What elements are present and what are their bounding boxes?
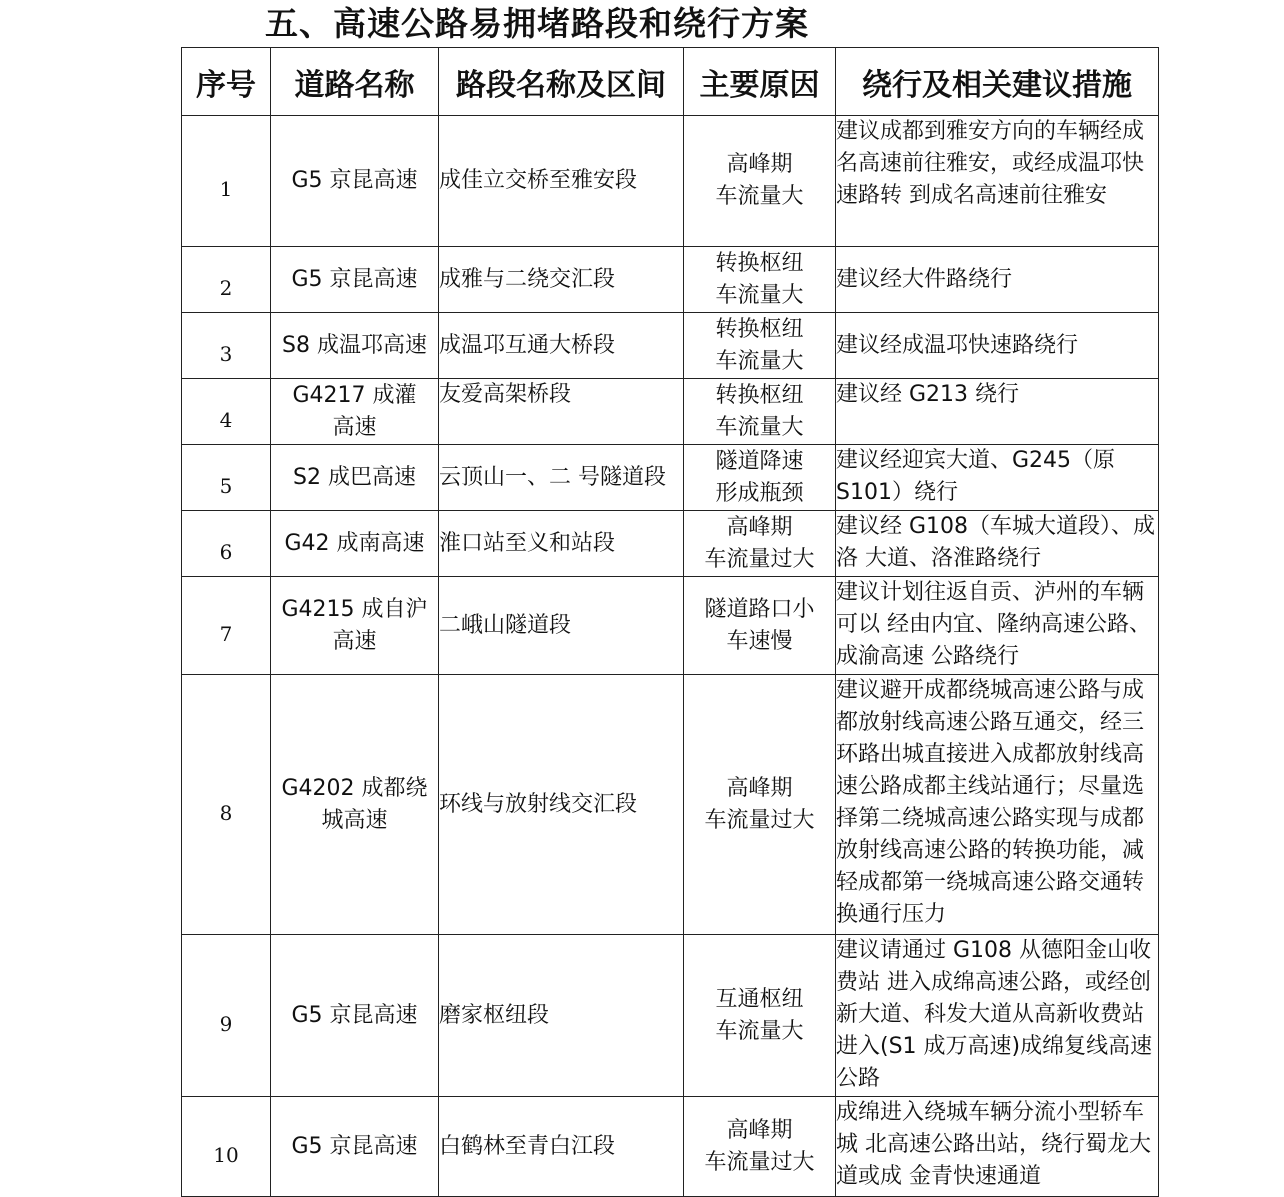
row-road: G4202 成都绕 城高速 (271, 675, 439, 935)
row-section: 白鹤林至青白江段 (439, 1097, 684, 1197)
row-num: 2 (182, 247, 271, 313)
row-advice: 建议经 G213 绕行 (836, 379, 1159, 445)
row-section: 环线与放射线交汇段 (439, 675, 684, 935)
row-advice: 建议计划往返自贡、泸州的车辆可以 经由内宜、隆纳高速公路、成渝高速 公路绕行 (836, 577, 1159, 675)
page-title: 五、高速公路易拥堵路段和绕行方案 (265, 4, 809, 43)
row-advice: 建议避开成都绕城高速公路与成都放射线高速公路互通交，经三环路出城直接进入成都放射线高速公路成都主线站通行；尽量选择第二绕城高速公路实现与成都放射线高速公路的转换功能，减轻成都第一绕城高速公路交通转换通行压力 (836, 675, 1159, 935)
row-advice: 建议请通过 G108 从德阳金山收费站 进入成绵高速公路，或经创新大道、科发大道从高新收费站进入(S1 成万高速)成绵复线高速公路 (836, 935, 1159, 1097)
row-road: G4217 成灌 高速 (271, 379, 439, 445)
row-road: G5 京昆高速 (271, 1097, 439, 1197)
table-row (182, 313, 1159, 379)
row-road: G5 京昆高速 (271, 116, 439, 247)
row-section: 成温邛互通大桥段 (439, 313, 684, 379)
header-road: 道路名称 (271, 48, 439, 116)
header-section: 路段名称及区间 (439, 48, 684, 116)
row-num: 8 (182, 675, 271, 935)
row-section: 磨家枢纽段 (439, 935, 684, 1097)
row-road: G5 京昆高速 (271, 247, 439, 313)
row-road: G42 成南高速 (271, 511, 439, 577)
table-header-row (182, 48, 1159, 116)
row-num: 10 (182, 1097, 271, 1197)
row-num: 9 (182, 935, 271, 1097)
header-num: 序号 (182, 48, 271, 116)
row-num: 7 (182, 577, 271, 675)
table-row (182, 247, 1159, 313)
row-num: 1 (182, 116, 271, 247)
row-reason: 转换枢纽 车流量大 (684, 247, 836, 313)
row-advice: 建议经迎宾大道、G245（原S101）绕行 (836, 445, 1159, 511)
row-reason: 高峰期 车流量过大 (684, 1097, 836, 1197)
row-road: G5 京昆高速 (271, 935, 439, 1097)
row-section: 二峨山隧道段 (439, 577, 684, 675)
row-reason: 转换枢纽 车流量大 (684, 379, 836, 445)
table-row (182, 379, 1159, 445)
header-advice: 绕行及相关建议措施 (836, 48, 1159, 116)
row-advice: 建议成都到雅安方向的车辆经成名高速前往雅安，或经成温邛快速路转 到成名高速前往雅安 (836, 116, 1159, 247)
row-reason: 互通枢纽 车流量大 (684, 935, 836, 1097)
row-advice: 成绵进入绕城车辆分流小型轿车城 北高速公路出站，绕行蜀龙大道或成 金青快速通道 (836, 1097, 1159, 1197)
row-section: 云顶山一、二 号隧道段 (439, 445, 684, 511)
table-row (182, 577, 1159, 675)
row-reason: 隧道降速 形成瓶颈 (684, 445, 836, 511)
row-num: 6 (182, 511, 271, 577)
table-row (182, 445, 1159, 511)
table-row (182, 116, 1159, 247)
row-advice: 建议经大件路绕行 (836, 247, 1159, 313)
table-row (182, 935, 1159, 1097)
row-num: 3 (182, 313, 271, 379)
row-reason: 转换枢纽 车流量大 (684, 313, 836, 379)
detour-table (181, 47, 1159, 1197)
row-reason: 高峰期 车流量过大 (684, 675, 836, 935)
row-road: G4215 成自沪 高速 (271, 577, 439, 675)
row-num: 5 (182, 445, 271, 511)
row-reason: 高峰期 车流量过大 (684, 511, 836, 577)
row-section: 淮口站至义和站段 (439, 511, 684, 577)
row-road: S8 成温邛高速 (271, 313, 439, 379)
row-reason: 隧道路口小 车速慢 (684, 577, 836, 675)
row-advice: 建议经成温邛快速路绕行 (836, 313, 1159, 379)
table-row (182, 675, 1159, 935)
row-num: 4 (182, 379, 271, 445)
row-section: 成佳立交桥至雅安段 (439, 116, 684, 247)
row-section: 友爱高架桥段 (439, 379, 684, 445)
header-reason: 主要原因 (684, 48, 836, 116)
table-row (182, 511, 1159, 577)
row-advice: 建议经 G108（车城大道段）、成洛 大道、洛淮路绕行 (836, 511, 1159, 577)
table-row (182, 1097, 1159, 1197)
row-reason: 高峰期 车流量大 (684, 116, 836, 247)
row-road: S2 成巴高速 (271, 445, 439, 511)
row-section: 成雅与二绕交汇段 (439, 247, 684, 313)
